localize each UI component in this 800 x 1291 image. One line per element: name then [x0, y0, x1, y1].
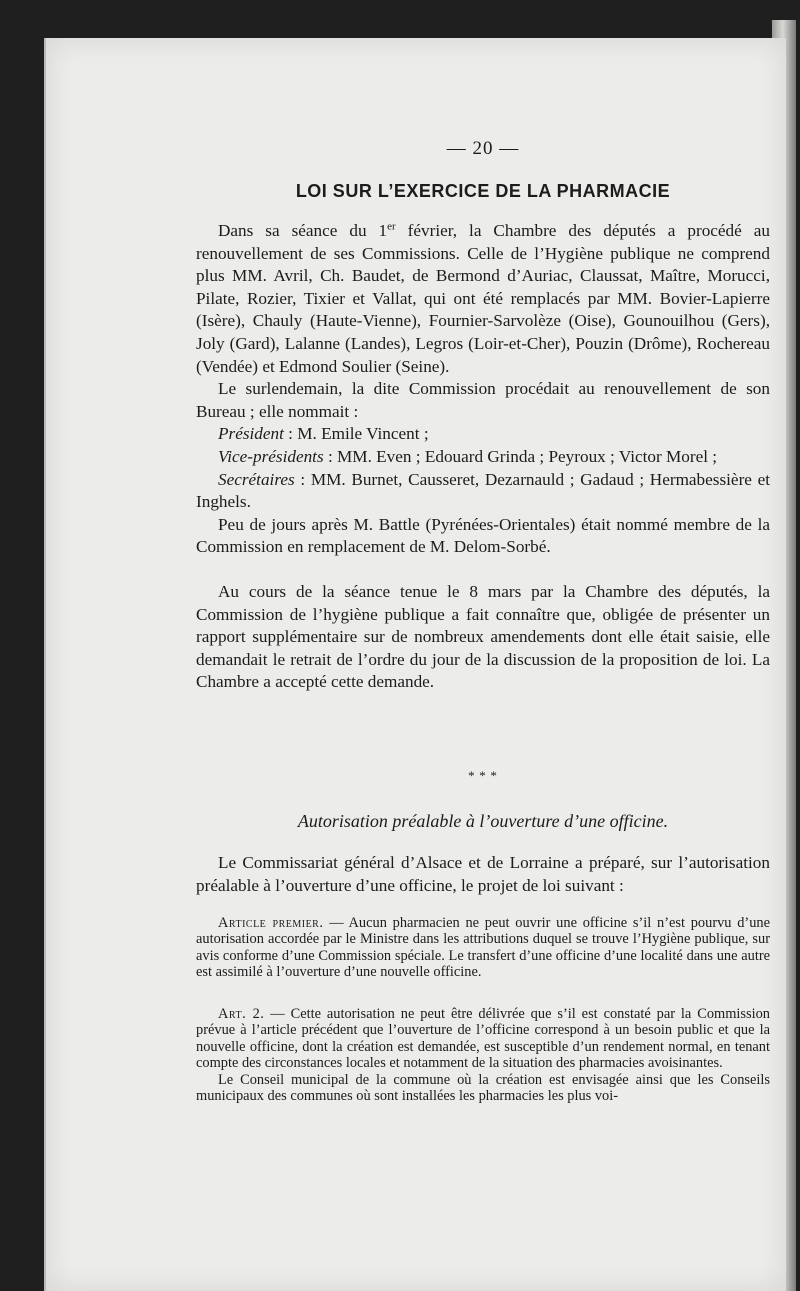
article-2-paragraph-2: Le Conseil municipal de la commune où la création est envisagée ainsi que les Conseils municipaux des communes où sont installées les pharmacies les plus voi- — [196, 1071, 770, 1105]
article-label: Art. 2. — [218, 1006, 265, 1022]
ordinal-superscript: er — [387, 220, 396, 233]
page-title: LOI SUR L’EXERCICE DE LA PHARMACIE — [295, 181, 671, 201]
section-subtitle: Autorisation préalable à l’ouverture d’une officine. — [297, 811, 669, 831]
paragraph-commission-renewal — [196, 220, 770, 378]
role-label-secretaries: Secrétaires — [218, 469, 295, 489]
page-number: — 20 — — [446, 138, 520, 159]
bureau-vice-presidents — [196, 446, 770, 469]
paragraph-text: Dans sa séance du 1 — [218, 221, 388, 240]
paragraph-text: février, la Chambre des députés a procédé au renouvellement de ses Commissions. Celle de l’Hygiène publique ne comprend plus MM. Avril, Ch. Baudet, de Bermond d’Auriac, Claussat, Maître, Morucci, Pilate, Rozier, Tixier et Vallat, qui ont été remplacés par MM. Bovier-Lapierre (Isère), Chauly (Haute-Vienne), Fournier-Sarvolèze (Oise), Gounouilhou (Gers), Joly (Gard), Lalanne (Landes), Legros (Loir-et-Cher), Pouzin (Drôme), Rochereau (Vendée) et Edmond Soulier (Seine). — [196, 221, 770, 376]
role-members: : MM. Burnet, Causseret, Dezarnauld ; Gadaud ; Hermabessière et Inghels. — [196, 469, 770, 512]
article-2 — [196, 1006, 770, 1104]
article-2-paragraph-1 — [196, 1006, 770, 1072]
role-members: : MM. Even ; Edouard Grinda ; Peyroux ; Victor Morel ; — [323, 446, 718, 466]
role-label-vice-presidents: Vice-présidents — [218, 446, 324, 466]
paragraph-bill-intro: Le Commissariat général d’Alsace et de Lorraine a préparé, sur l’autorisation préalable à l’ouverture d’une officine, le projet de loi suivant : — [196, 853, 770, 895]
paragraph-bureau-renewal: Le surlendemain, la dite Commission procédait au renouvellement de son Bureau ; elle nommait : — [196, 379, 770, 421]
paragraph-march-session: Au cours de la séance tenue le 8 mars par la Chambre des députés, la Commission de l’hygiène publique a fait connaître que, obligée de présenter un rapport supplémentaire sur de nombreux amendements dont elle était saisie, elle demandait le retrait de l’ordre du jour de la discussion de la proposition de loi. La Chambre a accepté cette demande. — [196, 581, 770, 692]
page-sheet — [44, 38, 786, 1291]
paragraph-battle-appointment: Peu de jours après M. Battle (Pyrénées-Orientales) était nommé membre de la Commission en remplacement de M. Delom-Sorbé. — [196, 514, 770, 557]
role-members: : M. Emile Vincent ; — [283, 424, 429, 444]
article-label: Article premier. — [218, 915, 324, 931]
section-separator-asterism: * * * — [468, 768, 498, 783]
article-first — [196, 915, 770, 981]
role-label-president: Président — [218, 424, 284, 444]
bureau-secretaries — [196, 469, 770, 514]
article-text: — Cette autorisation ne peut être délivrée que s’il est constaté par la Commission prévue à l’article précédent que l’ouverture de l’officine correspond à un besoin public et que la nouvelle officine, dont la création est demandée, est susceptible d’un rendement normal, en tenant compte des circonstances locales et notamment de la situation des pharmacies avoisinantes. — [196, 1006, 771, 1072]
section-commission-news — [196, 220, 770, 694]
article-text: — Aucun pharmacien ne peut ouvrir une officine s’il n’est pourvu d’une autorisation accordée par le Ministre dans les attributions duquel se trouve l’Hygiène publique, sur avis conforme d’une Commission spéciale. Le transfert d’une officine d’une localité dans une autre est assimilé à l’ouverture d’une nouvelle officine. — [196, 915, 770, 981]
bureau-president — [196, 423, 770, 446]
